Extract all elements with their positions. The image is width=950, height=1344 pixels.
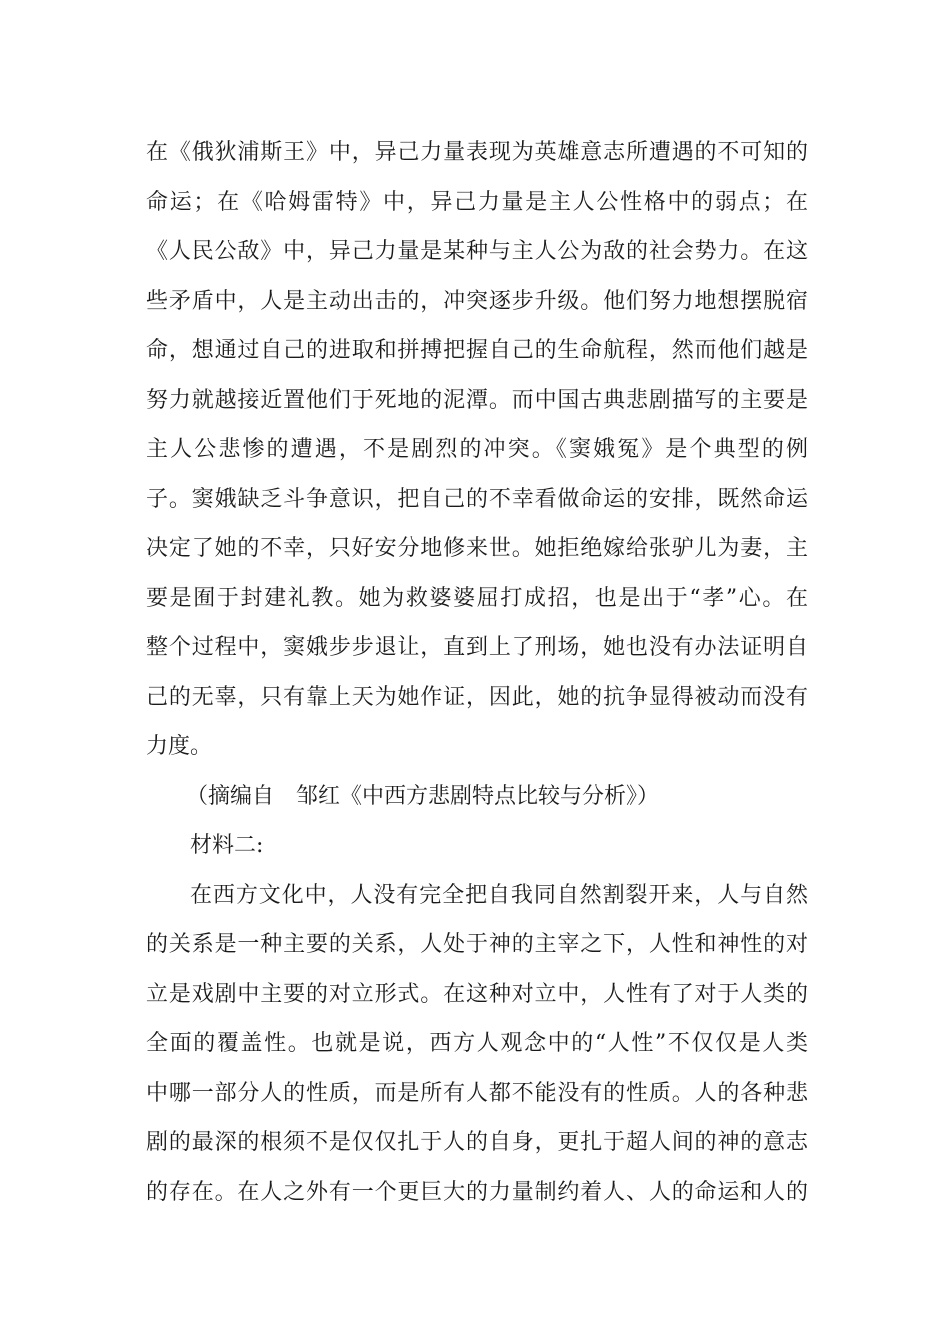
text-line: 剧的最深的根须不是仅仅扎于人的自身，更扎于超人间的神的意志 <box>146 1130 808 1155</box>
text-line: 己的无辜，只有靠上天为她作证，因此，她的抗争显得被动而没有 <box>146 684 808 710</box>
source-note: （摘编自 邹红《中西方悲剧特点比较与分析》） <box>186 783 660 809</box>
text-line: 决定了她的不幸，只好安分地修来世。她拒绝嫁给张驴儿为妻，主 <box>146 536 808 561</box>
body-text <box>146 128 808 1217</box>
text-line: 些矛盾中，人是主动出击的，冲突逐步升级。他们努力地想摆脱宿 <box>146 288 808 314</box>
text-line: 在《俄狄浦斯王》中，异己力量表现为英雄意志所遭遇的不可知的 <box>146 140 808 165</box>
text-line: 中哪一部分人的性质，而是所有人都不能没有的性质。人的各种悲 <box>146 1080 808 1106</box>
text-line: 子。窦娥缺乏斗争意识，把自己的不幸看做命运的安排，既然命运 <box>146 486 808 512</box>
text-line: 努力就越接近置他们于死地的泥潭。而中国古典悲剧描写的主要是 <box>146 387 808 413</box>
text-line: 要是囿于封建礼教。她为救婆婆屈打成招，也是出于“孝”心。在 <box>146 585 808 611</box>
material-heading: 材料二: <box>190 833 264 858</box>
text-line: 全面的覆盖性。也就是说，西方人观念中的“人性”不仅仅是人类 <box>146 1031 808 1056</box>
text-line: 整个过程中，窦娥步步退让，直到上了刑场，她也没有办法证明自 <box>146 635 808 660</box>
text-line: 的关系是一种主要的关系，人处于神的主宰之下，人性和神性的对 <box>146 932 808 957</box>
text-line: 命运；在《哈姆雷特》中，异己力量是主人公性格中的弱点；在 <box>146 189 808 215</box>
text-line: 力度。 <box>146 734 213 759</box>
text-line: 的存在。在人之外有一个更巨大的力量制约着人、人的命运和人的 <box>146 1179 808 1205</box>
text-line: 立是戏剧中主要的对立形式。在这种对立中，人性有了对于人类的 <box>146 981 808 1007</box>
text-line: 在西方文化中，人没有完全把自我同自然割裂开来，人与自然 <box>190 882 808 908</box>
paragraph-1 <box>146 128 808 772</box>
paragraph-2 <box>146 871 808 1218</box>
text-line: 主人公悲惨的遭遇，不是剧烈的冲突。《窦娥冤》是个典型的例 <box>146 437 808 462</box>
text-line: 《人民公敌》中，异己力量是某种与主人公为敌的社会势力。在这 <box>146 239 808 264</box>
text-line: 命，想通过自己的进取和拼搏把握自己的生命航程，然而他们越是 <box>146 338 808 363</box>
